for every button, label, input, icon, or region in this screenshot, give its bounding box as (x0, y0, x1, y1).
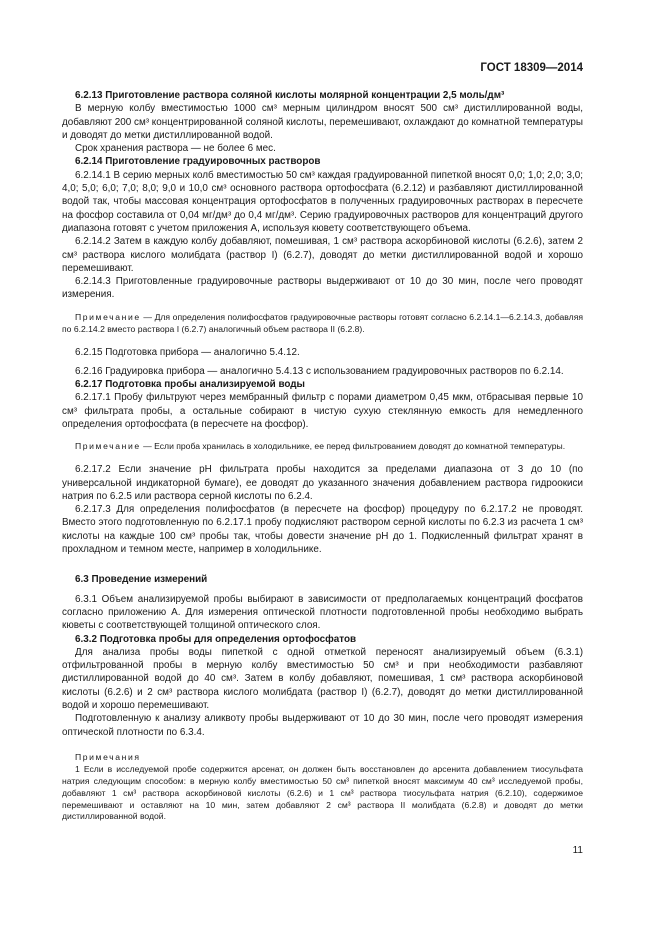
note (62, 312, 583, 336)
page-content (62, 89, 583, 823)
notes-heading: Примечания (75, 751, 141, 762)
paragraph: 6.2.17.2 Если значение pH фильтрата пробы находится за пределами диапазона от 3 до 10 (по универсальной индикаторной бумаге), ее доводят до указанного значения добавлением раствора гидроокиси натрия по 6.2.5 или раствора серной кислоты по 6.2.4. (62, 464, 583, 502)
paragraph: 6.2.15 Подготовка прибора — аналогично 5.4.12. (75, 346, 300, 358)
paragraph: Срок хранения раствора — не более 6 мес. (75, 143, 276, 155)
document-id: ГОСТ 18309—2014 (480, 62, 583, 74)
note-label: Примечание (75, 441, 141, 452)
note-label: Примечание (75, 311, 141, 322)
paragraph: В мерную колбу вместимостью 1000 см³ мерным цилиндром вносят 500 см³ дистиллированной воды, добавляют 200 см³ концентрированной соляной кислоты, перемешивают, охлаждают до комнатной температуры и доводят до метки дистиллированной водой. (62, 103, 583, 141)
page-number: 11 (572, 845, 583, 856)
paragraph: 6.3.1 Объем анализируемой пробы выбирают в зависимости от предполагаемых концентраций фосфатов согласно приложению А. Для измерения оптической плотности подготовленной пробы необходимо выбрать кюветы с соответствующей толщиной оптического слоя. (62, 593, 583, 632)
paragraph: Для анализа пробы воды пипеткой с одной отметкой переносят анализируемый объем (6.3.1) отфильтрованной пробы в мерную колбу вместимостью 50 см³ и при необходимости разбавляют дистиллированной водой до 40 см³. Затем в колбу добавляют, помешивая, 1 см³ раствора аскорбиновой кислоты (6.2.6) и 2 см³ раствора кислого молибдата (раствор I) (6.2.7), доводят до метки дистиллированной водой и хорошо перемешивают. (62, 646, 583, 711)
note-text: — Для определения полифосфатов градуировочные растворы готовят согласно 6.2.14.1—6.2.14.3, добавляя по 6.2.14.2 вместо раствора I (6.2.7) аналогичный объем раствора II (6.2.8). (62, 311, 583, 334)
note-item: 1 Если в исследуемой пробе содержится арсенат, он должен быть восстановлен до арсенита добавлением тиосульфата натрия следующим способом: в мерную колбу вместимостью 50 см³ пипеткой вносят максимум 40 см³ исследуемой пробы, добавляют 1 см³ раствора аскорбиновой кислоты (6.2.6) и 1 см³ раствора тиосульфата натрия (6.2.10), содержимое перемешивают и оставляют на 10 мин, затем добавляют 2 см³ раствора II молибдата (6.2.8) и доводят до метки дистиллированной водой. (62, 763, 583, 822)
paragraph: 6.2.14.3 Приготовленные градуировочные растворы выдерживают от 10 до 30 мин, после чего проводят измерения. (62, 276, 583, 301)
paragraph: 6.2.16 Градуировка прибора — аналогично 5.4.13 с использованием градуировочных растворов по 6.2.14. (75, 365, 564, 377)
paragraph: 6.2.14.2 Затем в каждую колбу добавляют, помешивая, 1 см³ раствора аскорбиновой кислоты (6.2.6), затем 2 см³ раствора кислого молибдата (раствор I) (6.2.7), доводят до метки дистиллированной водой и хорошо перемешивают. (62, 236, 583, 274)
heading-6-2-13: 6.2.13 Приготовление раствора соляной кислоты молярной концентрации 2,5 моль/дм³ (75, 90, 505, 101)
paragraph: 6.2.17.3 Для определения полифосфатов (в пересчете на фосфор) процедуру по 6.2.17.2 не проводят. Вместо этого подготовленную по 6.2.17.1 пробу подкисляют раствором серной кислоты по 6.2.3 из расчета 1 см³ кислоты на каждые 100 см³ пробы так, чтобы довести значение pH до 1. Подкисленный фильтрат хранят в прохладном и темном месте, например в холодильнике. (62, 504, 583, 556)
heading-6-3-2: 6.3.2 Подготовка пробы для определения ортофосфатов (75, 633, 357, 645)
paragraph: 6.2.17.1 Пробу фильтруют через мембранный фильтр с порами диаметром 0,45 мкм, отбрасывая первые 10 см³ фильтрата пробы, а остальные собирают в чистую сухую стеклянную емкость для немедленного определения ортофосфата (в пересчете на фосфор). (62, 392, 583, 431)
heading-6-2-17: 6.2.17 Подготовка пробы анализируемой воды (75, 379, 305, 391)
heading-6-3: 6.3 Проведение измерений (75, 574, 208, 586)
paragraph: 6.2.14.1 В серию мерных колб вместимостью 50 см³ каждая градуированной пипеткой вносят 0,0; 1,0; 2,0; 3,0; 4,0; 5,0; 6,0; 7,0; 8,0; 9,0 и 10,0 см³ основного раствора ортофосфата (6.2.12) и разбавляют дистиллированной водой так, чтобы массовая концентрация ортофосфатов в полученных градуировочных растворах в пересчете на фосфор составила от 0,04 мг/дм³ до 0,4 мг/дм³. Серию градуировочных растворов для концентраций другого диапазона готовят с учетом приложения А, используя кювету соответствующего объема. (62, 169, 583, 234)
note-text: — Если проба хранилась в холодильнике, ее перед фильтрованием доводят до комнатной температуры. (140, 441, 566, 452)
heading-6-2-14: 6.2.14 Приготовление градуировочных растворов (75, 156, 321, 168)
paragraph: Подготовленную к анализу аликвоту пробы выдерживают от 10 до 30 мин, после чего проводят измерения оптической плотности по 6.3.4. (62, 713, 583, 738)
note (62, 441, 583, 453)
